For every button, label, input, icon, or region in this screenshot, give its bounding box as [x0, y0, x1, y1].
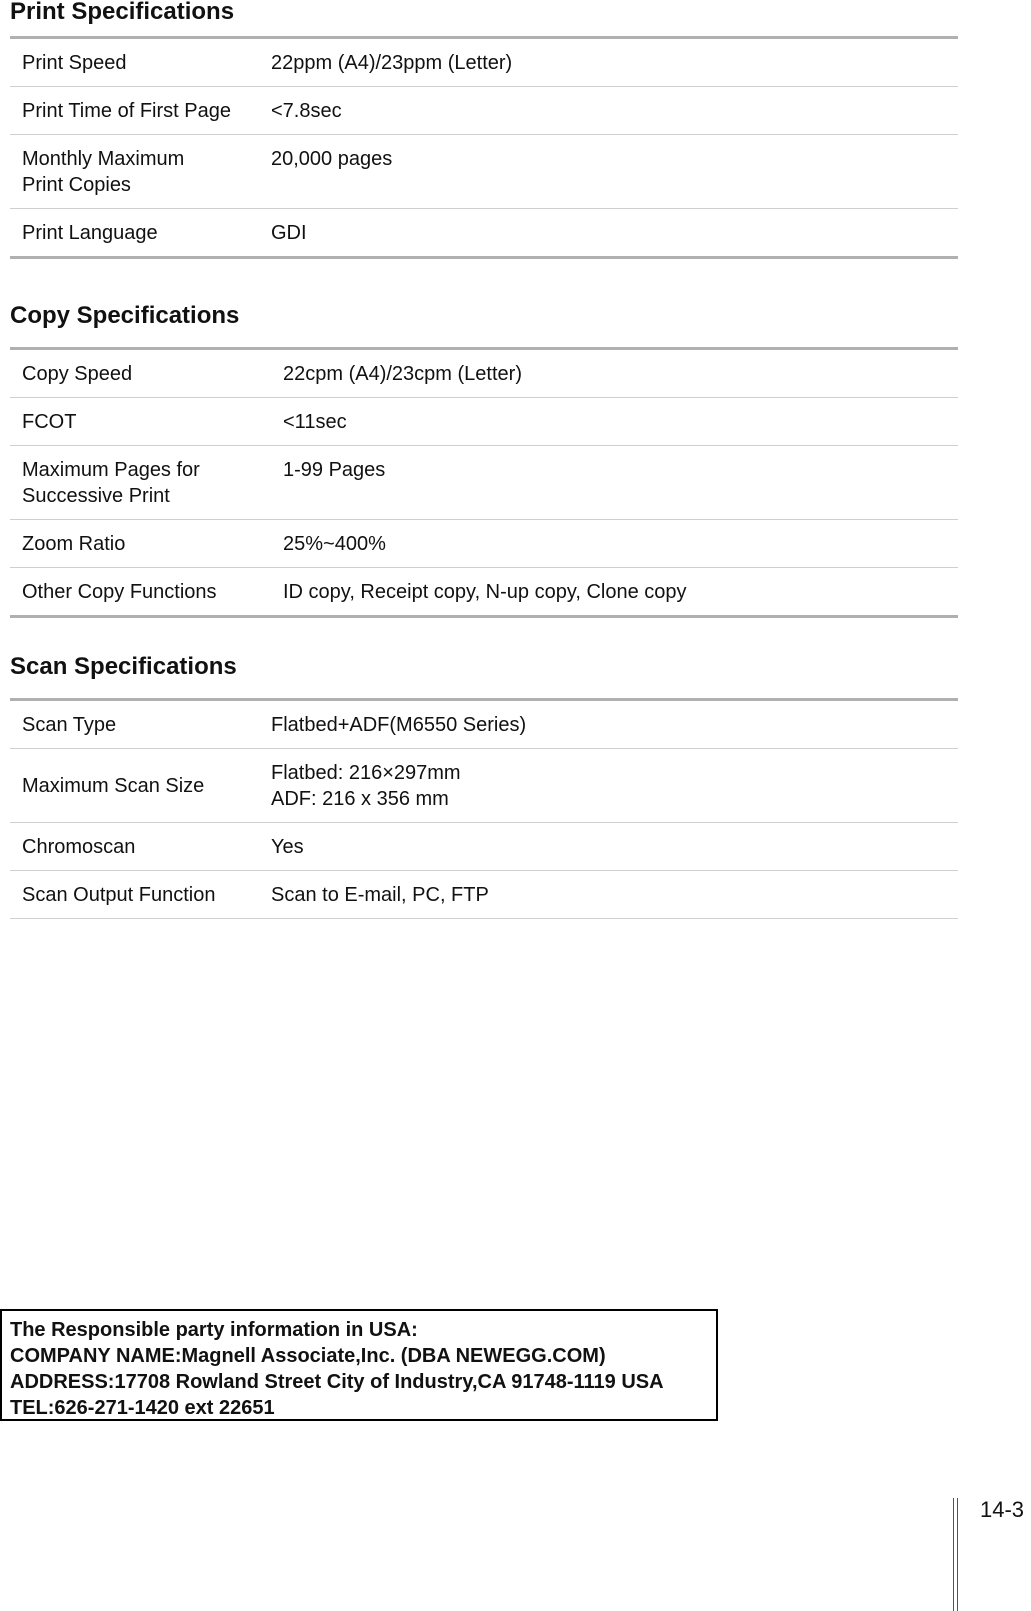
table-row [10, 520, 958, 568]
spec-value: Scan to E-mail, PC, FTP [259, 871, 958, 919]
print-specifications-section [10, 0, 958, 259]
table-row [10, 349, 958, 398]
spec-label: Chromoscan [10, 823, 259, 871]
spec-value: ID copy, Receipt copy, N-up copy, Clone copy [271, 568, 958, 617]
spec-label: FCOT [10, 398, 271, 446]
spec-value: 20,000 pages [259, 135, 958, 209]
scan-specifications-title: Scan Specifications [10, 653, 237, 680]
scan-specifications-section [10, 652, 958, 919]
table-row [10, 568, 958, 617]
print-specifications-title: Print Specifications [10, 0, 235, 25]
spec-label: Maximum Pages for Successive Print [10, 446, 271, 520]
print-specifications-table [10, 36, 958, 259]
table-row [10, 446, 958, 520]
copy-specifications-section [10, 301, 958, 618]
footer-divider [953, 1498, 954, 1611]
spec-value: Yes [259, 823, 958, 871]
spec-label: Zoom Ratio [10, 520, 271, 568]
spec-value: GDI [259, 209, 958, 258]
responsible-party-heading: The Responsible party information in USA: [10, 1319, 418, 1341]
spec-value: <7.8sec [259, 87, 958, 135]
responsible-party-box [0, 1309, 718, 1421]
table-row [10, 700, 958, 749]
copy-specifications-table [10, 347, 958, 618]
spec-value: 1-99 Pages [271, 446, 958, 520]
responsible-party-address: ADDRESS:17708 Rowland Street City of Industry,CA 91748-1119 USA [10, 1371, 664, 1393]
spec-label: Maximum Scan Size [10, 749, 259, 823]
spec-label: Scan Type [22, 714, 117, 736]
page-number: 14-3 [980, 1497, 1025, 1522]
spec-label: Print Speed [22, 52, 127, 74]
spec-label: Monthly Maximum Print Copies [10, 135, 259, 209]
table-row [10, 87, 958, 135]
responsible-party-company: COMPANY NAME:Magnell Associate,Inc. (DBA NEWEGG.COM) [10, 1345, 606, 1367]
spec-value: Flatbed+ADF(M6550 Series) [271, 714, 527, 736]
spec-label: Other Copy Functions [10, 568, 271, 617]
table-row [10, 38, 958, 87]
spec-label: Print Language [10, 209, 259, 258]
spec-value: <11sec [271, 398, 958, 446]
table-row [10, 209, 958, 258]
spec-value: 25%~400% [271, 520, 958, 568]
table-row [10, 398, 958, 446]
table-row [10, 871, 958, 919]
responsible-party-tel: TEL:626-271-1420 ext 22651 [10, 1397, 275, 1419]
spec-label: Print Time of First Page [10, 87, 259, 135]
spec-value: 22cpm (A4)/23cpm (Letter) [283, 363, 522, 385]
spec-label: Copy Speed [22, 363, 133, 385]
footer-divider [957, 1498, 958, 1611]
spec-value: Flatbed: 216×297mm ADF: 216 x 356 mm [259, 749, 958, 823]
spec-value: 22ppm (A4)/23ppm (Letter) [271, 52, 513, 74]
scan-specifications-table [10, 698, 958, 919]
spec-label: Scan Output Function [10, 871, 259, 919]
copy-specifications-title: Copy Specifications [10, 302, 240, 329]
table-row [10, 135, 958, 209]
table-row [10, 749, 958, 823]
table-row [10, 823, 958, 871]
